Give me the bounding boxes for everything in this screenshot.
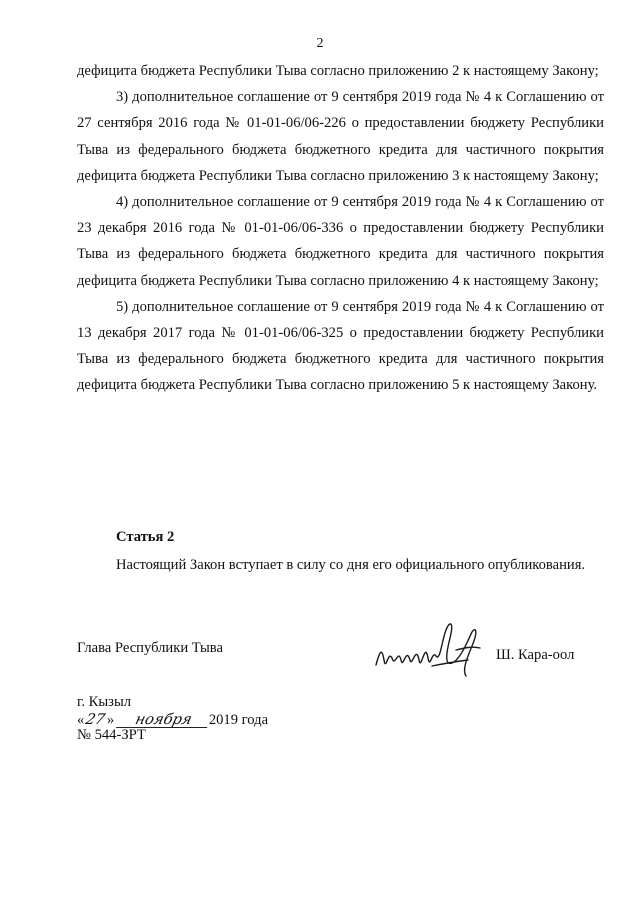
handwritten-signature — [372, 610, 492, 680]
date-month: ноября — [116, 712, 211, 728]
page-number: 2 — [316, 36, 324, 51]
date-year: 2019 года — [208, 712, 269, 728]
place-of-signing: г. Кызыл — [77, 694, 132, 710]
paragraph-item-4: 4) дополнительное соглашение от 9 сентября 2019 года № 4 к Соглашению от 23 декабря 2016 года № 01-01-06/06-336 о предоставлении бюджету Республики Тыва из федерального бюджета бюджетного кредита для частичного покрытия дефицита бюджета Республики Тыва согласно приложению 4 к настоящему Закону; — [77, 194, 604, 289]
date-close-quote: » — [106, 712, 115, 728]
signer-position: Глава Республики Тыва — [77, 640, 223, 656]
signer-name: Ш. Кара-оол — [496, 647, 575, 663]
article-title: Статья 2 — [116, 529, 175, 545]
article-text: Настоящий Закон вступает в силу со дня его официального опубликования. — [116, 557, 586, 573]
paragraph-continuation: дефицита бюджета Республики Тыва согласно приложению 2 к настоящему Закону; — [77, 63, 599, 79]
date-open-quote: « — [77, 712, 85, 728]
paragraph-item-3: 3) дополнительное соглашение от 9 сентября 2019 года № 4 к Соглашению от 27 сентября 2016 года № 01-01-06/06-226 о предоставлении бюджету Республики Тыва из федерального бюджета бюджетного кредита для частичного покрытия дефицита бюджета Республики Тыва согласно приложению 3 к настоящему Закону; — [77, 89, 604, 184]
law-number: № 544-ЗРТ — [77, 727, 146, 743]
date-day: 27 — [84, 711, 107, 728]
law-body — [77, 58, 604, 399]
paragraph-item-5: 5) дополнительное соглашение от 9 сентября 2019 года № 4 к Соглашению от 13 декабря 2017 года № 01-01-06/06-325 о предоставлении бюджету Республики Тыва из федерального бюджета бюджетного кредита для частичного покрытия дефицита бюджета Республики Тыва согласно приложению 5 к настоящему Закону. — [77, 298, 604, 394]
